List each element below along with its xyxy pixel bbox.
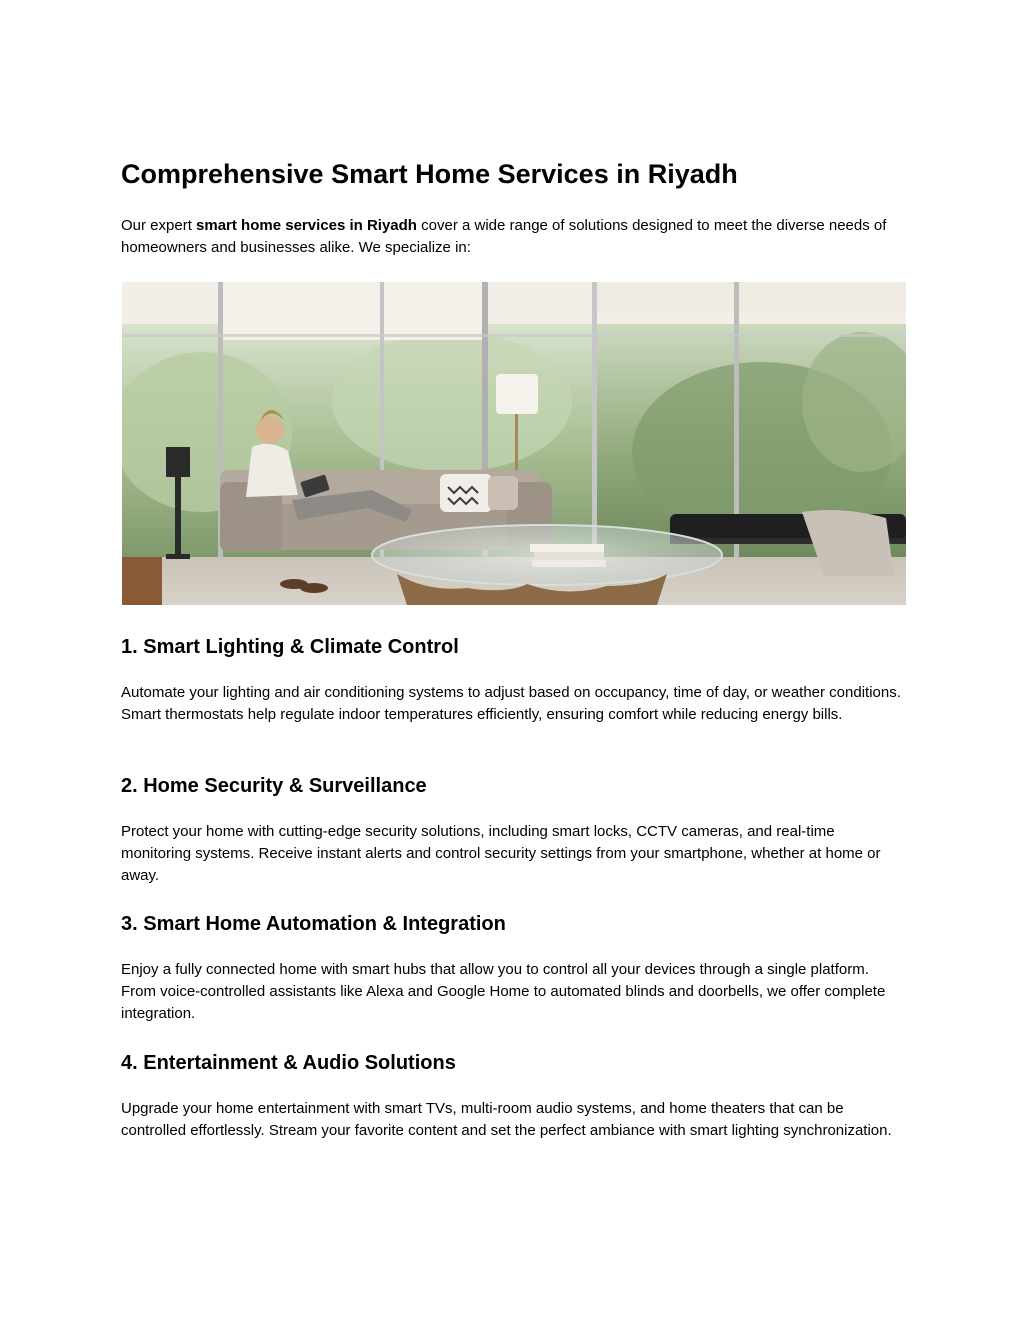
intro-paragraph xyxy=(121,215,907,259)
section-heading-lighting: 1. Smart Lighting & Climate Control xyxy=(121,636,459,658)
intro-text-after: cover a wide range of solutions designed to meet the diverse needs of homeowners and businesses alike. We specialize in: xyxy=(121,217,887,256)
section-body-security: Protect your home with cutting-edge security solutions, including smart locks, CCTV cameras, and real-time monitoring systems. Receive instant alerts and control security settings from your smartphone, whether at home or away. xyxy=(121,823,881,884)
section-body-automation: Enjoy a fully connected home with smart hubs that allow you to control all your devices through a single platform. From voice-controlled assistants like Alexa and Google Home to automated blinds and doorbells, we offer complete integration. xyxy=(121,961,886,1022)
intro-bold-keyword: smart home services in Riyadh xyxy=(196,217,417,234)
section-body-lighting: Automate your lighting and air conditioning systems to adjust based on occupancy, time of day, or weather conditions. Smart thermostats help regulate indoor temperatures efficiently, ensuring comfort while reducing energy bills. xyxy=(121,684,901,723)
living-room-photo xyxy=(122,282,906,605)
section-body-entertainment: Upgrade your home entertainment with smart TVs, multi-room audio systems, and home theaters that can be controlled effortlessly. Stream your favorite content and set the perfect ambiance with smart lighting synchronization. xyxy=(121,1100,892,1139)
section-heading-security: 2. Home Security & Surveillance xyxy=(121,775,427,797)
section-heading-entertainment: 4. Entertainment & Audio Solutions xyxy=(121,1052,456,1074)
section-heading-automation: 3. Smart Home Automation & Integration xyxy=(121,913,506,935)
intro-text-before: Our expert xyxy=(121,217,197,234)
page-title: Comprehensive Smart Home Services in Riyadh xyxy=(121,159,738,189)
